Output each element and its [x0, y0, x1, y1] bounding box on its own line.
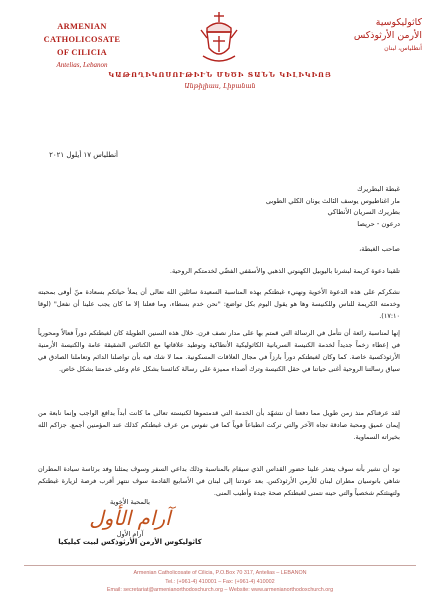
catholicosate-crest-icon — [193, 8, 245, 68]
letterhead-arabic-line2: الأرمن الأرثوذكس — [353, 30, 422, 41]
signer-title: كاثوليكوس الأرمن الأرثوذكس لبيت كيليكيا — [58, 538, 202, 546]
closing: بالمحبة الأخوية — [110, 498, 150, 506]
letterhead-armenian-location: Անթիլիաս, Լիբանան — [184, 82, 256, 90]
footer — [0, 569, 440, 595]
letterhead-arabic-location: أنطلياس، لبنان — [384, 45, 422, 52]
paragraph: إنها لمناسبة رائعة أن نتأمل في الرسالة التي قمتم بها على مدار نصف قرن. خلال هذه السنين الطويلة كان لغبطتكم دوراً فعالاً ومحورياً في إعطاء زخماً جديداً لخدمة الكنيسة السريانية الكاثوليكية الأنطاكية وتوطيد علاقاتها مع الكنائس الشقيقة عامة والكنيسة الأرمنية الأرثوذكسية خاصة. كما وكان لغبطتكم دوراً بارزاً في مجال العلاقات المسكونية. مما لا شك فيه بأن تواصلنا الدائم وتعاملنا الصادق في سياق رسالتنا الروحية أغنى حياتنا في حقل الكنيسة وترك أصداء مميزة على رسالة كنائسنا بشكل عام وعلى خدمتنا بشكل خاص. — [38, 329, 400, 373]
letterhead-armenian-title: ԿԱԹՈՂԻԿՈՍՈՒԹԻՒՆ ՄԵԾԻ ՏԱՆՆ ԿԻԼԻԿԻՈՅ — [108, 71, 332, 79]
paragraph: لقد عرفناكم منذ زمن طويل مما دفعنا أن نتشهّد بأن الخدمة التي قدمتموها لكنيسته تعالى ما كانت أبداً بدافع الواجب وإنما نابعة من إيمان عميق ومحبة صادقة تجاه الآخر والتي تركت انطباعاً قوياً كما في نفوس من عرف غبطتكم كذلك عند المؤمنين أجمع. جزاكم الله بخيراته السماوية. — [38, 409, 400, 441]
letterhead-arabic — [272, 16, 422, 54]
recipient-block — [70, 184, 400, 230]
footer-phone: Tel.: (+961-4) 410001 – Fax: (+961-4) 410002 — [165, 578, 275, 585]
recipient-line: درعون - حريصا — [357, 219, 400, 228]
paragraph: نود أن نشير بأنه سوف يتعذر علينا حضور القداس الذي سيقام بالمناسبة وذلك بداعي السفر وسوف يمثلنا وفد برئاسة سيادة المطران شاهي بانوسيان مطران لبنان للأرمن الأرثوذكس. بعد عودتنا إلى لبنان في الأسابيع القادمة سوف ننتهز أقرب فرصة لزيارة غبطتكم ولتهنئتكم شخصياً والتي حينه نتمنى لغبطتكم صحة جيدة وأطيب المنى. — [38, 465, 400, 497]
signer-name: آرام الأول — [116, 530, 144, 538]
signature-block — [30, 498, 230, 546]
footer-address: Armenian Catholicosate of Cilicia, P.O.Box 70 317, Antelias – LEBANON — [133, 570, 307, 576]
paragraph: نشكركم على هذه الدعوة الأخوية ونهنيء غبطتكم بهذه المناسبة السعيدة سائلين الله تعالى أن يملأ حياتكم بسعادة منّ أوفى بمحبته وخدمته الكريمة للناس وللكنيسة وها هو يقول اليوم بكل تواضع: "نحن خدم بسطاء، وما فعلنا إلا ما كان يجب علينا أن نفعل" (لوقا ١٧:١٠). — [38, 288, 400, 320]
letterhead-english-location: Antelias, Lebanon — [56, 61, 108, 69]
recipient-line: مار اغناطيوس يوسف الثالث يونان الكلي الطوبى — [265, 196, 400, 205]
letter-date: أنطلياس ١٧ أيلول ٢٠٢١ — [49, 151, 118, 159]
letterhead-english-line1: ARMENIAN CATHOLICOSATE — [43, 22, 121, 44]
letterhead-english-line2: OF CILICIA — [57, 48, 107, 57]
letterhead-english — [22, 20, 142, 71]
paragraph: تلقينا دعوة كريمة لبشرنا باليوبيل الكهنوتي الذهبي والأسقفي الفضّي لخدمتكم الروحية. — [169, 267, 400, 275]
handwritten-signature: آرام الأول — [89, 506, 171, 530]
greeting: صاحب الغبطة، — [359, 245, 400, 253]
letterhead-arabic-line1: كاثوليكوسية — [375, 17, 422, 28]
footer-contact: Email: secretariat@armenianorthodoxchurch.org – Website: www.armenianorthodoxchurch.org — [106, 587, 334, 593]
footer-divider — [24, 565, 416, 566]
recipient-line: بطريرك السريان الأنطاكي — [327, 208, 400, 216]
recipient-line: غبطة البطريرك — [357, 185, 400, 193]
